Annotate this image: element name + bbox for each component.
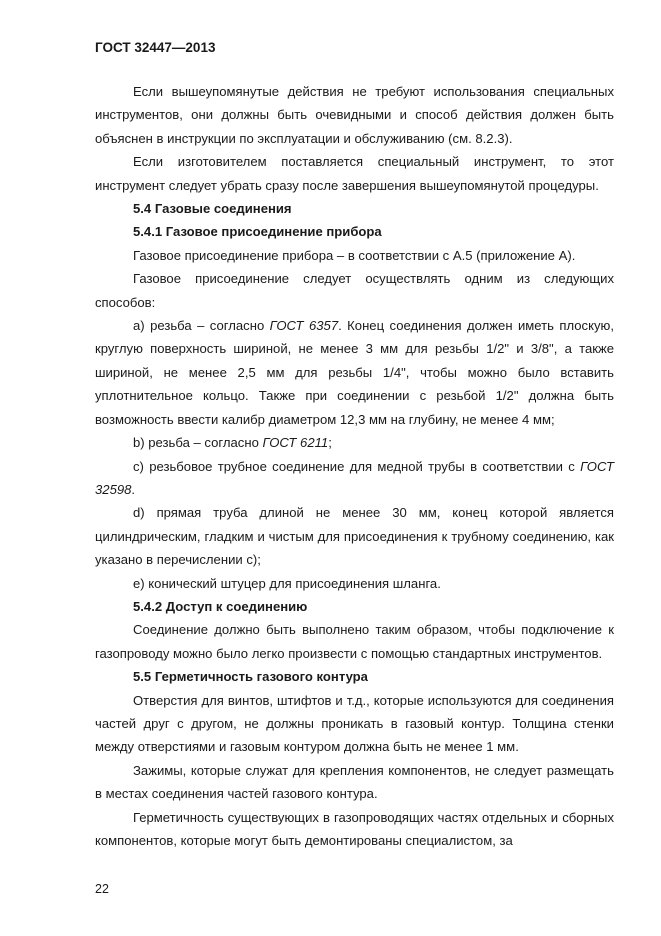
list-item-text: . — [131, 481, 136, 497]
paragraph: Газовое присоединение прибора – в соответствии с А.5 (приложение А). — [133, 247, 576, 263]
paragraph: Если вышеупомянутые действия не требуют использования специальных инструментов, они должны быть очевидными и способ действия должен быть объяснен в инструкции по эксплуатации и обслуживанию (см. 8.2.3). — [95, 84, 614, 146]
paragraph: Герметичность существующих в газопроводящих частях отдельных и сборных компонентов, которые могут быть демонтированы специалистом, за — [95, 809, 614, 848]
list-item-text: . Конец соединения должен иметь плоскую, круглую поверхность шириной, не менее 3 мм для резьбы 1/2" и 3/8", а также шириной, не менее 2,5 мм для резьбы 1/4", чтобы можно было вставить уплотнительное кольцо. Также при соединении с резьбой 1/2" должна быть возможность ввести калибр диаметром 12,3 мм на глубину, не менее 4 мм; — [95, 318, 614, 427]
section-heading-5-4-1: 5.4.1 Газовое присоединение прибора — [133, 224, 382, 240]
standard-reference: ГОСТ 6357 — [269, 318, 339, 334]
list-item-text: b) резьба – согласно — [133, 435, 263, 451]
section-heading-5-4-2: 5.4.2 Доступ к соединению — [133, 598, 308, 614]
section-heading-5-5: 5.5 Герметичность газового контура — [133, 669, 368, 685]
paragraph: Газовое присоединение следует осуществлять одним из следующих способов: — [95, 271, 614, 310]
list-item-e: е) конический штуцер для присоединения шланга. — [133, 575, 441, 591]
list-item-d: d) прямая труба длиной не менее 30 мм, конец которой является цилиндрическим, гладким и чистым для присоединения к трубному соединению, как указано в перечислении с); — [95, 505, 614, 568]
list-item-text: а) резьба – согласно — [133, 318, 270, 334]
list-item-text: ; — [328, 435, 332, 451]
list-item-text: c) резьбовое трубное соединение для медной трубы в соответствии с — [133, 458, 581, 474]
paragraph: Соединение должно быть выполнено таким образом, чтобы подключение к газопроводу можно было легко произвести с помощью стандартных инструментов. — [95, 622, 614, 661]
paragraph: Зажимы, которые служат для крепления компонентов, не следует размещать в местах соединения частей газового контура. — [95, 762, 614, 802]
standard-reference: ГОСТ 6211 — [262, 435, 329, 451]
page-number: 22 — [95, 882, 109, 896]
standard-reference: ГОСТ 32598 — [95, 458, 614, 497]
list-item-c — [95, 455, 614, 502]
document-header: ГОСТ 32447—2013 — [95, 40, 216, 55]
paragraph: Отверстия для винтов, штифтов и т.д., которые используются для соединения частей друг с другом, не должны проникать в газовый контур. Толщина стенки между отверстиями и газовым контуром должна быть не менее 1 мм. — [95, 692, 614, 755]
document-body — [95, 80, 614, 852]
list-item-a — [95, 314, 614, 431]
list-item-b — [95, 431, 614, 454]
section-heading-5-4: 5.4 Газовые соединения — [133, 201, 292, 217]
paragraph: Если изготовителем поставляется специальный инструмент, то этот инструмент следует убрать сразу после завершения вышеупомянутой процедуры. — [95, 154, 614, 193]
